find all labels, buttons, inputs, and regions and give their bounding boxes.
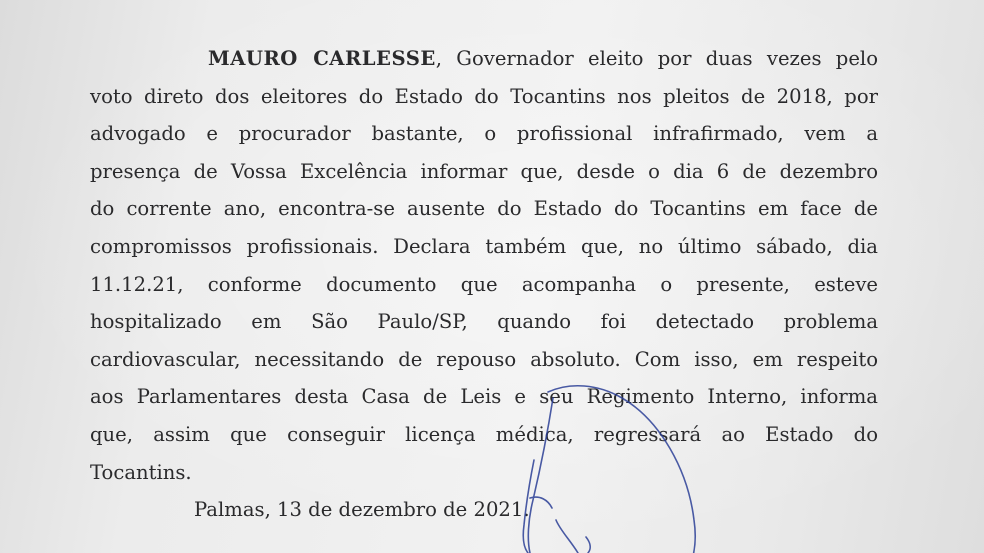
paragraph-line-3: advogado e procurador bastante, o profissional infrafirmado, vem a bbox=[90, 122, 878, 146]
place-and-date: Palmas, 13 de dezembro de 2021. bbox=[194, 498, 530, 522]
first-line-text: , Governador eleito por duas vezes pelo bbox=[435, 47, 878, 70]
paragraph-line-9: cardiovascular, necessitando de repouso absoluto. Com isso, em respeito bbox=[90, 347, 878, 371]
paragraph-line-7: 11.12.21, conforme documento que acompanha o presente, esteve bbox=[90, 272, 878, 296]
paragraph-line-1 bbox=[90, 40, 878, 78]
document-body bbox=[90, 40, 878, 529]
paragraph-line-4: presença de Vossa Excelência informar que, desde o dia 6 de dezembro bbox=[90, 159, 878, 183]
paragraph-line-10: aos Parlamentares desta Casa de Leis e seu Regimento Interno, informa bbox=[90, 385, 878, 409]
paragraph-line-8: hospitalizado em São Paulo/SP, quando foi detectado problema bbox=[90, 310, 878, 334]
paragraph-line-2: voto direto dos eleitores do Estado do Tocantins nos pleitos de 2018, por bbox=[90, 84, 878, 108]
paragraph-line-12: Tocantins. bbox=[90, 460, 192, 484]
author-name: MAURO CARLESSE bbox=[208, 47, 436, 70]
paragraph-line-6: compromissos profissionais. Declara também que, no último sábado, dia bbox=[90, 234, 878, 258]
paragraph-line-5: do corrente ano, encontra-se ausente do Estado do Tocantins em face de bbox=[90, 197, 878, 221]
paragraph-line-11: que, assim que conseguir licença médica, regressará ao Estado do bbox=[90, 422, 878, 446]
